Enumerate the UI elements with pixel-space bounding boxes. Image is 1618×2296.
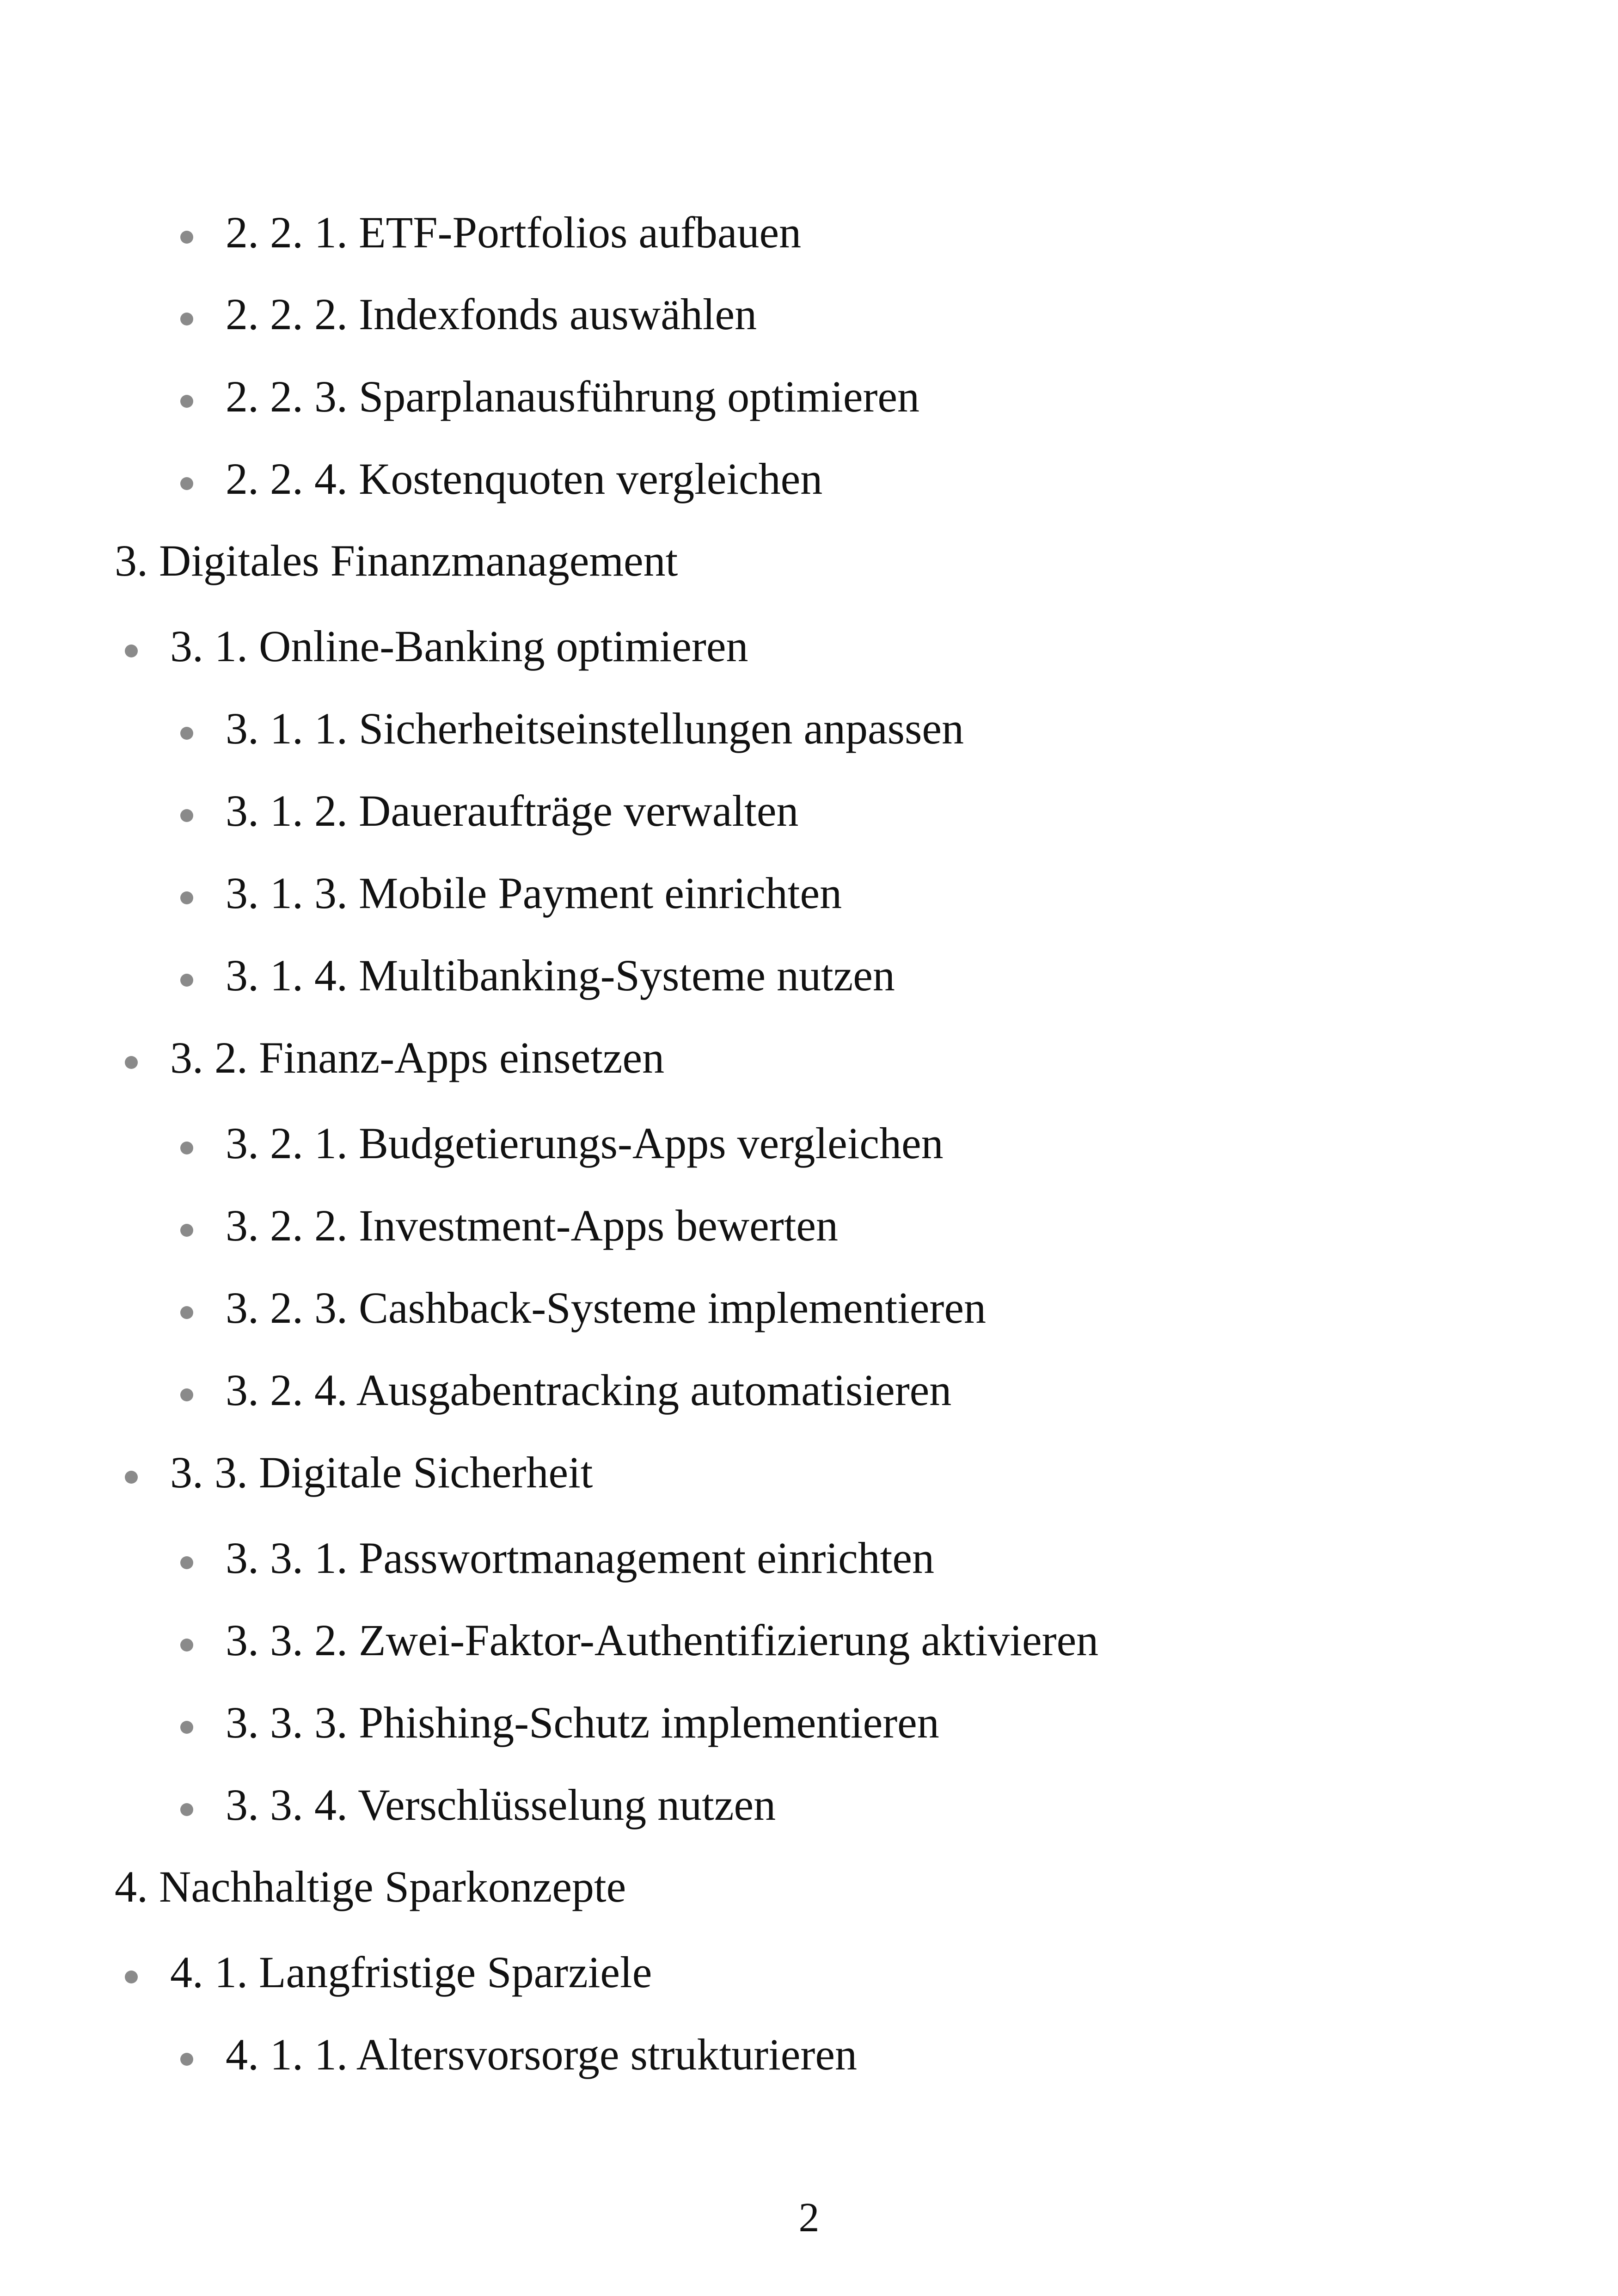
toc-entry-label: 2. 2. 2. Indexfonds auswählen <box>226 289 757 339</box>
bullet-icon <box>125 1471 138 1484</box>
toc-entry-label: 4. 1. Langfristige Sparziele <box>170 1947 652 1997</box>
toc-entry-label: 2. 2. 1. ETF-Portfolios aufbauen <box>226 208 802 257</box>
toc-entry-label: 3. 2. 1. Budgetierungs-Apps vergleichen <box>226 1118 944 1168</box>
toc-entry-label: 2. 2. 3. Sparplanausführung optimieren <box>226 372 920 421</box>
bullet-icon <box>180 1142 193 1154</box>
bullet-icon <box>180 1224 193 1237</box>
bullet-icon <box>125 645 138 657</box>
bullet-icon <box>180 809 193 822</box>
bullet-icon <box>180 1803 193 1816</box>
bullet-icon <box>180 1556 193 1569</box>
bullet-icon <box>180 891 193 904</box>
toc-entry-label: 3. 3. Digitale Sicherheit <box>170 1448 593 1497</box>
toc-entry-label: 3. 1. 4. Multibanking-Systeme nutzen <box>226 951 895 1000</box>
bullet-icon <box>180 2053 193 2066</box>
toc-entry-label: 3. 2. 3. Cashback-Systeme implementieren <box>226 1283 986 1332</box>
page-number: 2 <box>798 2195 820 2241</box>
bullet-icon <box>180 313 193 325</box>
bullet-icon <box>180 477 193 490</box>
toc-entry-label: 3. 2. Finanz-Apps einsetzen <box>170 1033 665 1082</box>
bullet-icon <box>180 1721 193 1734</box>
bullet-icon <box>180 231 193 244</box>
toc-entry-label: 4. 1. 1. Altersvorsorge strukturieren <box>226 2030 857 2079</box>
bullet-icon <box>180 1306 193 1319</box>
toc-entry-label: 3. 1. 1. Sicherheitseinstellungen anpassen <box>226 704 964 753</box>
toc-entry-label: 2. 2. 4. Kostenquoten vergleichen <box>226 454 823 503</box>
toc-entry-label: 3. 1. Online-Banking optimieren <box>170 621 748 671</box>
toc-entry-label: 3. 3. 1. Passwortmanagement einrichten <box>226 1533 934 1583</box>
toc-entry-label: 3. 2. 2. Investment-Apps bewerten <box>226 1201 839 1250</box>
toc-entry-label: 3. 2. 4. Ausgabentracking automatisieren <box>226 1365 952 1415</box>
bullet-icon <box>180 727 193 740</box>
toc-entry-label: 3. 1. 2. Daueraufträge verwalten <box>226 786 799 835</box>
toc-entry-label: 3. 3. 4. Verschlüsselung nutzen <box>226 1780 776 1829</box>
bullet-icon <box>180 395 193 408</box>
toc-entry-label: 3. Digitales Finanzmanagement <box>115 536 678 585</box>
bullet-icon <box>180 1388 193 1401</box>
toc-entry-label: 3. 3. 2. Zwei-Faktor-Authentifizierung aktivieren <box>226 1615 1099 1665</box>
toc-entry-label: 4. Nachhaltige Sparkonzepte <box>115 1862 626 1911</box>
toc-entry-label: 3. 1. 3. Mobile Payment einrichten <box>226 868 842 918</box>
bullet-icon <box>125 1971 138 1983</box>
bullet-icon <box>180 1639 193 1651</box>
bullet-icon <box>125 1056 138 1069</box>
bullet-icon <box>180 974 193 987</box>
toc-entry-label: 3. 3. 3. Phishing-Schutz implementieren <box>226 1698 939 1747</box>
